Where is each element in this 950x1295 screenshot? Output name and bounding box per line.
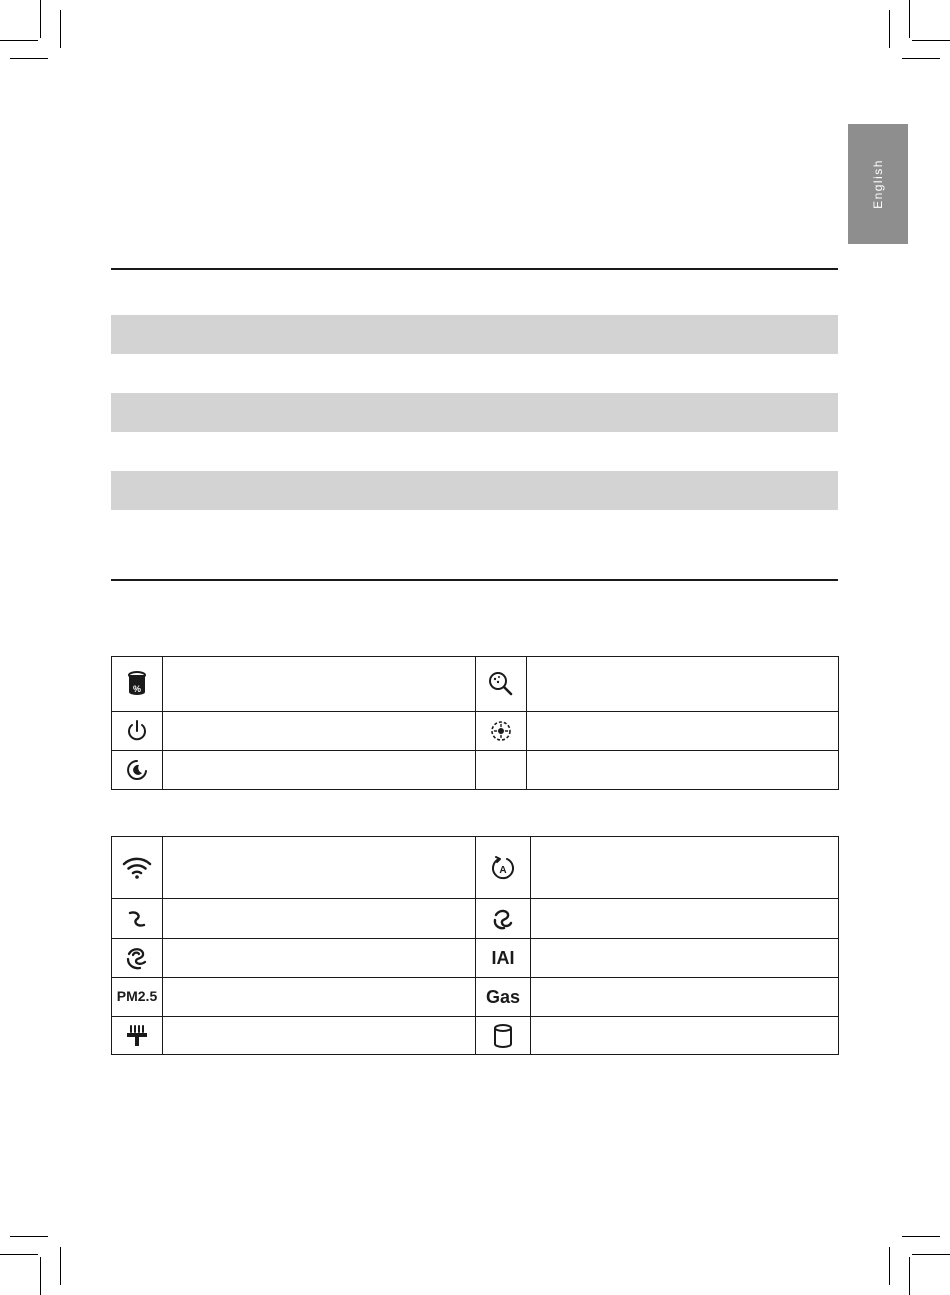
table-cell-description — [163, 1017, 476, 1055]
crop-mark — [912, 40, 950, 41]
table-cell-description — [527, 751, 839, 790]
gas-icon: Gas — [476, 978, 531, 1017]
wifi-icon — [112, 837, 163, 899]
pm25-icon: PM2.5 — [112, 978, 163, 1017]
moon-sleep-icon — [112, 751, 163, 790]
crop-mark — [902, 58, 940, 59]
svg-text:%: % — [132, 684, 142, 694]
table-cell-description — [163, 751, 476, 790]
fan-speed-3-icon — [112, 939, 163, 978]
crop-mark — [60, 1247, 61, 1285]
crop-mark — [10, 58, 48, 59]
table-cell-description — [163, 978, 476, 1017]
crop-mark — [40, 0, 41, 38]
table-cell-description — [163, 712, 476, 751]
section-rule-bottom — [111, 579, 838, 581]
icon-table-1 — [111, 656, 839, 790]
crop-mark — [909, 0, 910, 38]
table-row — [112, 712, 839, 751]
filter-cylinder-icon — [476, 1017, 531, 1055]
table-cell-description — [163, 939, 476, 978]
crop-mark — [0, 1254, 38, 1255]
grey-band-1 — [111, 315, 838, 354]
grey-band-2 — [111, 393, 838, 432]
crop-mark — [902, 1236, 940, 1237]
power-icon — [112, 712, 163, 751]
iai-icon: IAI — [476, 939, 531, 978]
table-cell-description — [527, 657, 839, 712]
table-cell-description — [163, 899, 476, 939]
fan-speed-1-icon — [112, 899, 163, 939]
crop-mark — [912, 1254, 950, 1255]
language-tab — [848, 124, 908, 244]
crop-mark — [909, 1257, 910, 1295]
magnifier-particles-icon — [476, 657, 527, 712]
table-row — [112, 1017, 839, 1055]
table-cell-description — [531, 978, 839, 1017]
language-tab-label: English — [870, 159, 885, 209]
table-row — [112, 978, 839, 1017]
table-cell-description — [531, 899, 839, 939]
filter-percent-icon — [112, 657, 163, 712]
crop-mark — [40, 1257, 41, 1295]
crop-mark — [60, 10, 61, 48]
prefilter-brush-icon — [112, 1017, 163, 1055]
table-cell-description — [527, 712, 839, 751]
table-cell-description — [531, 1017, 839, 1055]
section-rule-top — [111, 268, 838, 270]
crop-mark — [0, 40, 38, 41]
crop-mark — [889, 10, 890, 48]
table-cell-description — [531, 837, 839, 899]
table-cell-description — [531, 939, 839, 978]
crop-mark — [889, 1247, 890, 1285]
table-cell-description — [163, 657, 476, 712]
crop-mark — [10, 1236, 48, 1237]
svg-text:A: A — [499, 864, 507, 876]
table-row — [112, 939, 839, 978]
table-row — [112, 837, 839, 899]
light-dim-icon — [476, 712, 527, 751]
table-cell-empty-icon — [476, 751, 527, 790]
grey-band-3 — [111, 471, 838, 510]
icon-table-2 — [111, 836, 839, 1055]
fan-speed-2-icon — [476, 899, 531, 939]
table-row — [112, 751, 839, 790]
table-cell-description — [163, 837, 476, 899]
table-row — [112, 899, 839, 939]
auto-mode-icon — [476, 837, 531, 899]
table-row — [112, 657, 839, 712]
